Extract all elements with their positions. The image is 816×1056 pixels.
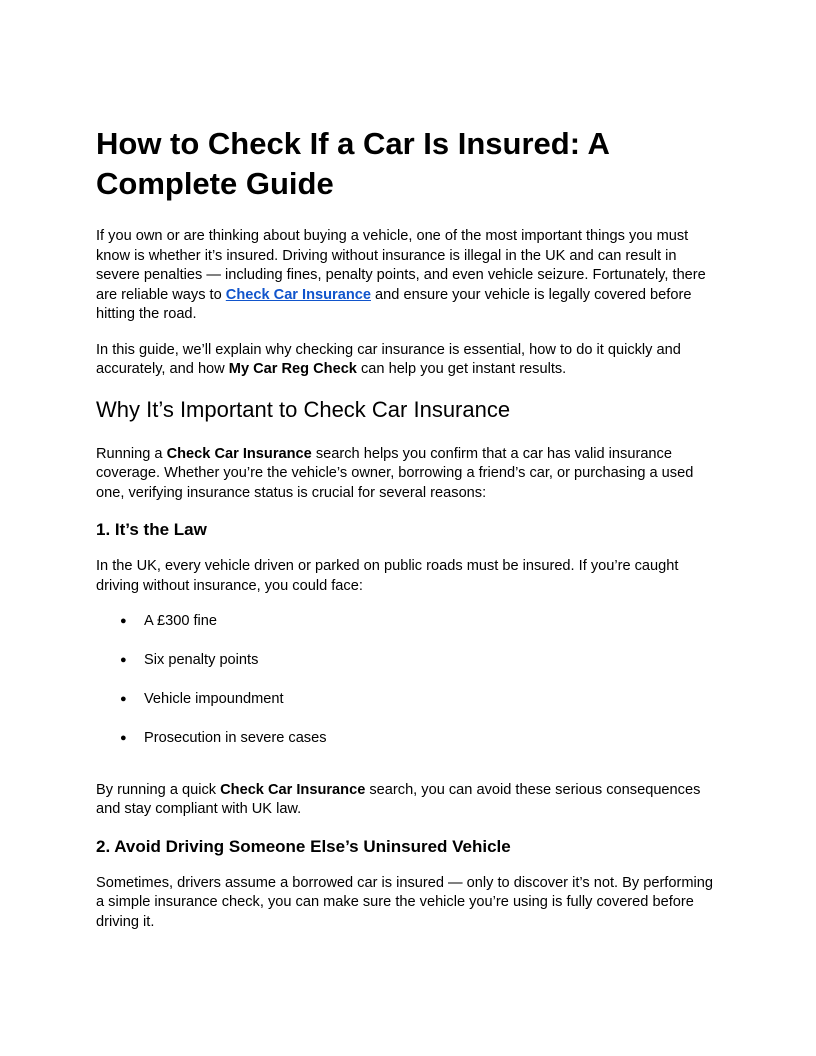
- intro-text-after: and ensure your vehicle is legally covered before hitting the road.: [96, 286, 692, 322]
- section-law-paragraph: In the UK, every vehicle driven or parked on public roads must be insured. If you’re caught driving without insurance, you could face:: [96, 558, 679, 594]
- guide-text-before: In this guide, we’ll explain why checking car insurance is essential, how to do it quickly and accurately, and how: [96, 341, 681, 377]
- list-item: [96, 651, 720, 671]
- why-bold: Check Car Insurance: [166, 445, 312, 462]
- why-text-after: search helps you confirm that a car has valid insurance coverage. Whether you’re the vehicle’s owner, borrowing a friend’s car, or purchasing a used one, verifying insurance status is crucial for several reasons:: [96, 445, 694, 501]
- bullet-icon: ●: [120, 693, 127, 705]
- bullet-icon: ●: [120, 654, 127, 666]
- penalties-list: [96, 612, 720, 749]
- section-avoid-paragraph: Sometimes, drivers assume a borrowed car is insured — only to discover it’s not. By performing a simple insurance check, you can make sure the vehicle you’re using is fully covered before driving it.: [96, 874, 713, 930]
- law-after-bold: Check Car Insurance: [220, 781, 366, 798]
- bullet-icon: ●: [120, 732, 127, 744]
- intro-text-before: If you own or are thinking about buying a vehicle, one of the most important things you must know is whether it’s insured. Driving without insurance is illegal in the UK and can result in severe penalties — including fines, penalty points, and even vehicle seizure. Fortunately, there are reliable ways to: [96, 228, 706, 303]
- list-item: [96, 612, 720, 632]
- list-item: [96, 729, 720, 749]
- section-why-paragraph: [96, 445, 720, 504]
- law-after-after: search, you can avoid these serious consequences and stay compliant with UK law.: [96, 781, 701, 817]
- list-item: [96, 690, 720, 710]
- section-law-after-paragraph: [96, 781, 720, 820]
- intro-paragraph: [96, 227, 720, 325]
- document-page: [96, 124, 720, 948]
- section-why-heading: Why It’s Important to Check Car Insurance: [96, 396, 511, 422]
- list-item-text: A £300 fine: [144, 613, 218, 629]
- why-text-before: Running a: [96, 445, 167, 462]
- law-after-before: By running a quick: [96, 781, 221, 798]
- list-item-text: Vehicle impoundment: [144, 691, 284, 707]
- list-item-text: Prosecution in severe cases: [144, 730, 327, 746]
- section-avoid-heading: 2. Avoid Driving Someone Else’s Uninsured Vehicle: [96, 836, 511, 856]
- section-law-heading: 1. It’s the Law: [96, 520, 207, 539]
- page-title: How to Check If a Car Is Insured: A Complete Guide: [96, 126, 609, 201]
- guide-bold-brand: My Car Reg Check: [228, 361, 357, 377]
- list-item-text: Six penalty points: [144, 652, 259, 668]
- guide-text-after: can help you get instant results.: [356, 361, 567, 377]
- check-car-insurance-link[interactable]: Check Car Insurance: [225, 286, 371, 303]
- guide-paragraph: [96, 341, 720, 380]
- bullet-icon: ●: [120, 615, 127, 627]
